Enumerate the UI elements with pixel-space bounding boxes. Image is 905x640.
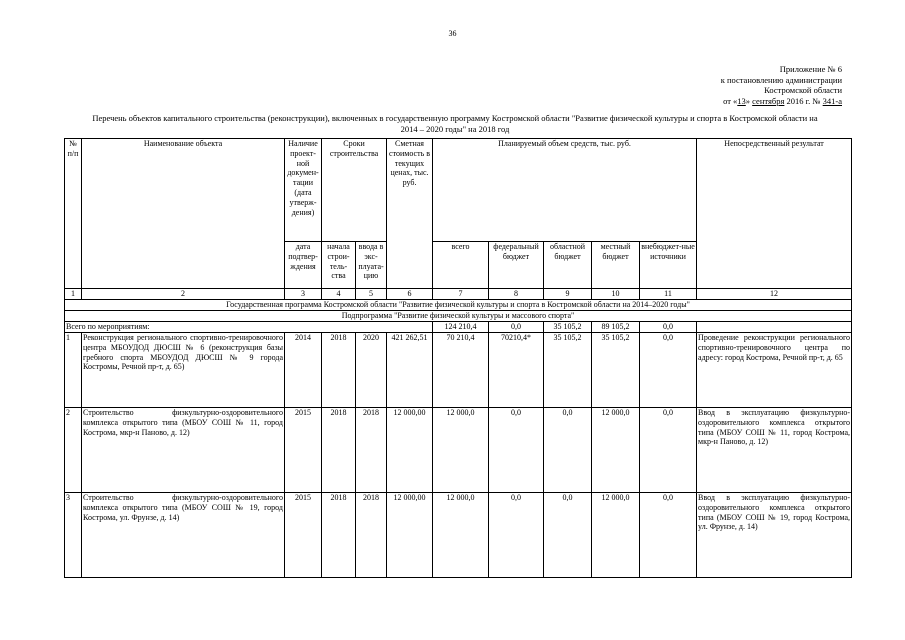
row-docs-date: 2015 (285, 408, 322, 493)
header-cost: Сметная стоимость в текущих ценах, тыс. руб. (387, 139, 433, 289)
totals-local: 89 105,2 (592, 322, 640, 333)
subprogram-row (65, 311, 852, 322)
row-cost: 12 000,00 (387, 493, 433, 578)
row-local: 12 000,0 (592, 408, 640, 493)
row-num: 1 (65, 333, 82, 408)
page-number: 36 (448, 29, 457, 38)
header-start: начала строи-тель-ства (322, 242, 356, 289)
row-federal: 0,0 (489, 493, 544, 578)
header-local: местный бюджет (592, 242, 640, 289)
header-num: № п/п (65, 139, 82, 289)
col-number: 4 (322, 289, 356, 300)
row-commission-year: 2018 (356, 493, 387, 578)
row-docs-date: 2014 (285, 333, 322, 408)
header-regional: областной бюджет (544, 242, 592, 289)
row-start-year: 2018 (322, 493, 356, 578)
row-docs-date: 2015 (285, 493, 322, 578)
row-federal: 70210,4* (489, 333, 544, 408)
row-result: Ввод в эксплуатацию физкультурно-оздоровительного комплекса открытого типа (МБОУ СОШ № 19, город Кострома, ул. Фрунзе, д. 14) (697, 493, 852, 578)
decree-number: 341-а (822, 95, 842, 106)
row-commission-year: 2018 (356, 408, 387, 493)
document-title (60, 113, 850, 134)
row-start-year: 2018 (322, 333, 356, 408)
totals-regional: 35 105,2 (544, 322, 592, 333)
row-commission-year: 2020 (356, 333, 387, 408)
title-line1: Перечень объектов капитального строительства (реконструкции), включенных в государственную программу Костромской области "Развитие физической культуры и спорта в Костромской области на (92, 113, 818, 123)
program-row (65, 300, 852, 311)
date-mid2: 2016 г. № (784, 95, 823, 106)
totals-offbudget: 0,0 (640, 322, 697, 333)
row-total: 12 000,0 (433, 493, 489, 578)
row-federal: 0,0 (489, 408, 544, 493)
header-federal: федеральный бюджет (489, 242, 544, 289)
totals-federal: 0,0 (489, 322, 544, 333)
date-month: сентября (752, 95, 785, 106)
appendix-date-line (560, 96, 842, 107)
subprogram-title: Подпрограмма "Развитие физической культуры и массового спорта" (65, 311, 852, 322)
date-day: 13 (737, 95, 746, 106)
row-local: 35 105,2 (592, 333, 640, 408)
col-number: 11 (640, 289, 697, 300)
col-number: 9 (544, 289, 592, 300)
row-local: 12 000,0 (592, 493, 640, 578)
row-cost: 421 262,51 (387, 333, 433, 408)
row-result: Проведение реконструкции регионального спортивно-тренировочного центра по адресу: город Кострома, Речной пр-т, д. 65 (697, 333, 852, 408)
row-offbudget: 0,0 (640, 408, 697, 493)
table-row (65, 408, 852, 493)
row-offbudget: 0,0 (640, 493, 697, 578)
row-num: 3 (65, 493, 82, 578)
appendix-line2: к постановлению администрации (720, 74, 842, 85)
appendix-line3: Костромской области (764, 85, 842, 95)
totals-result (697, 322, 852, 333)
header-total: всего (433, 242, 489, 289)
totals-total: 124 210,4 (433, 322, 489, 333)
row-total: 12 000,0 (433, 408, 489, 493)
title-line2: 2014 – 2020 годы" на 2018 год (400, 123, 510, 134)
column-numbers-row (65, 289, 852, 300)
objects-table (64, 138, 852, 578)
row-total: 70 210,4 (433, 333, 489, 408)
header-commission: ввода в экс-плуата-цию (356, 242, 387, 289)
totals-row (65, 322, 852, 333)
row-regional: 0,0 (544, 408, 592, 493)
header-result: Непосредственный результат (697, 139, 852, 289)
row-result: Ввод в эксплуатацию физкультурно-оздоровительного комплекса открытого типа (МБОУ СОШ № 11, город Кострома, мкр-н Паново, д. 12) (697, 408, 852, 493)
header-planned: Планируемый объем средств, тыс. руб. (433, 139, 697, 242)
table-row (65, 493, 852, 578)
header-terms: Сроки строительства (322, 139, 387, 242)
row-num: 2 (65, 408, 82, 493)
row-object-name: Строительство физкультурно-оздоровительного комплекса открытого типа (МБОУ СОШ № 11, город Кострома, мкр-н Паново, д. 12) (82, 408, 285, 493)
col-number: 12 (697, 289, 852, 300)
table-row (65, 333, 852, 408)
col-number: 7 (433, 289, 489, 300)
header-offbudget: внебюджет-ные источники (640, 242, 697, 289)
row-start-year: 2018 (322, 408, 356, 493)
row-offbudget: 0,0 (640, 333, 697, 408)
date-mid1: » (745, 95, 753, 106)
col-number: 10 (592, 289, 640, 300)
date-prefix: от « (723, 95, 738, 106)
header-docs: Наличие проект-ной докумен-тации (дата утверж-дения) (285, 139, 322, 242)
program-title: Государственная программа Костромской области "Развитие физической культуры и спорта в Костромской области на 2014–2020 годы" (65, 300, 852, 311)
totals-label: Всего по мероприятиям: (65, 322, 433, 333)
header-row-1 (65, 139, 852, 242)
col-number: 3 (285, 289, 322, 300)
row-object-name: Реконструкция регионального спортивно-тренировочного центра МБОУДОД ДЮСШ № 6 (реконструкция базы гребного спорта МБОУДОД ДЮСШ № 9 города Костромы, Речной пр-т, д. 65) (82, 333, 285, 408)
row-regional: 0,0 (544, 493, 592, 578)
col-number: 6 (387, 289, 433, 300)
row-object-name: Строительство физкультурно-оздоровительного комплекса открытого типа (МБОУ СОШ № 19, город Кострома, ул. Фрунзе, д. 14) (82, 493, 285, 578)
col-number: 8 (489, 289, 544, 300)
col-number: 2 (82, 289, 285, 300)
header-name: Наименование объекта (82, 139, 285, 289)
appendix-header (560, 64, 842, 106)
col-number: 5 (356, 289, 387, 300)
appendix-line1: Приложение № 6 (779, 64, 842, 74)
header-docs-date: дата подтвер-ждения (285, 242, 322, 289)
col-number: 1 (65, 289, 82, 300)
row-cost: 12 000,00 (387, 408, 433, 493)
row-regional: 35 105,2 (544, 333, 592, 408)
